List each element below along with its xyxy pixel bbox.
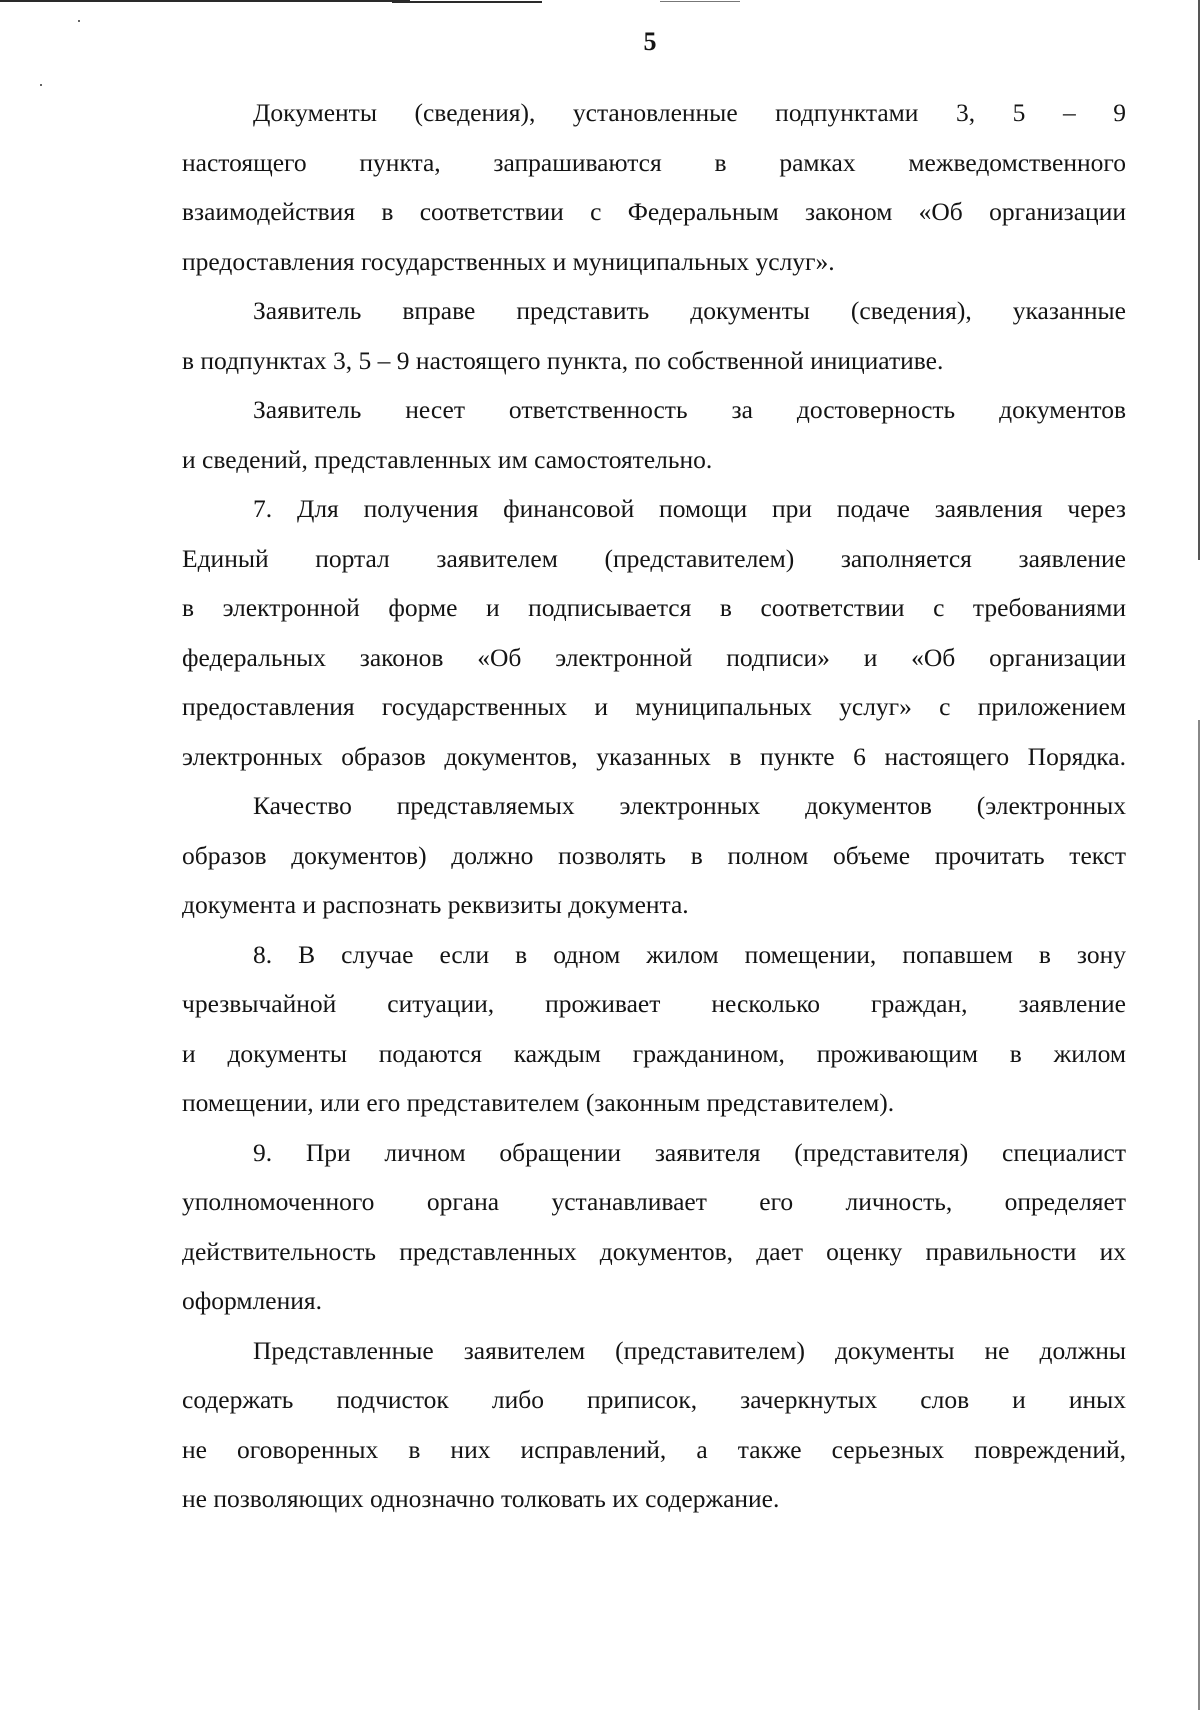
text-line: предоставления государственных и муниципальных услуг». bbox=[182, 246, 835, 276]
text-line: уполномоченного органа устанавливает его личность, определяет bbox=[182, 1187, 1126, 1216]
text-line: образов документов) должно позволять в полном объеме прочитать текст bbox=[182, 840, 1126, 870]
text-line: 9. При личном обращении заявителя (представителя) специалист bbox=[253, 1137, 1126, 1167]
text-line: Качество представляемых электронных документов (электронных bbox=[253, 791, 1126, 820]
text-line: и документы подаются каждым гражданином, проживающим в жилом bbox=[182, 1038, 1126, 1068]
text-line: в подпунктах 3, 5 – 9 настоящего пункта, по собственной инициативе. bbox=[182, 345, 944, 375]
text-line: помещении, или его представителем (законным представителем). bbox=[182, 1088, 895, 1117]
text-line: не оговоренных в них исправлений, а также серьезных повреждений, bbox=[182, 1434, 1126, 1464]
text-line: оформления. bbox=[182, 1286, 322, 1315]
scan-artifact-top-line bbox=[0, 0, 410, 2]
text-line: содержать подчисток либо приписок, зачеркнутых слов и иных bbox=[182, 1385, 1126, 1414]
text-line: Заявитель вправе представить документы (сведения), указанные bbox=[253, 296, 1126, 325]
paragraph bbox=[182, 286, 1126, 385]
text-line: Заявитель несет ответственность за достоверность документов bbox=[253, 395, 1126, 424]
paragraph bbox=[182, 1128, 1126, 1326]
text-line: действительность представленных документов, дает оценку правильности их bbox=[182, 1236, 1126, 1266]
text-line: Документы (сведения), установленные подпунктами 3, 5 – 9 bbox=[253, 98, 1126, 127]
paragraph bbox=[182, 781, 1126, 930]
scan-artifact-top-line bbox=[392, 1, 542, 3]
text-line: в электронной форме и подписывается в соответствии с требованиями bbox=[182, 593, 1126, 622]
scan-artifact-top-line bbox=[660, 1, 740, 2]
paragraph bbox=[182, 484, 1126, 781]
document-body bbox=[182, 88, 1126, 1524]
paragraph bbox=[182, 1326, 1126, 1524]
text-line: Единый портал заявителем (представителем) заполняется заявление bbox=[182, 543, 1126, 573]
text-line: чрезвычайной ситуации, проживает несколько граждан, заявление bbox=[182, 989, 1126, 1018]
text-line: предоставления государственных и муниципальных услуг» с приложением bbox=[182, 692, 1126, 721]
text-line: документа и распознать реквизиты документа. bbox=[182, 890, 689, 919]
text-line: федеральных законов «Об электронной подписи» и «Об организации bbox=[182, 642, 1126, 672]
text-line: и сведений, представленных им самостоятельно. bbox=[182, 444, 713, 474]
text-line: 7. Для получения финансовой помощи при подаче заявления через bbox=[253, 494, 1126, 523]
text-line: взаимодействия в соответствии с Федеральным законом «Об организации bbox=[182, 197, 1126, 226]
page-number: 5 bbox=[643, 27, 657, 56]
scan-speck bbox=[78, 20, 80, 22]
text-line: не позволяющих однозначно толковать их содержание. bbox=[182, 1484, 780, 1513]
text-line: Представленные заявителем (представителем) документы не должны bbox=[253, 1335, 1126, 1365]
text-line: настоящего пункта, запрашиваются в рамках межведомственного bbox=[182, 147, 1126, 177]
text-line: электронных образов документов, указанных в пункте 6 настоящего Порядка. bbox=[182, 741, 1126, 771]
text-line: 8. В случае если в одном жилом помещении, попавшем в зону bbox=[253, 939, 1126, 969]
paragraph bbox=[182, 930, 1126, 1128]
paragraph bbox=[182, 385, 1126, 484]
paragraph bbox=[182, 88, 1126, 286]
scan-speck bbox=[40, 84, 42, 86]
